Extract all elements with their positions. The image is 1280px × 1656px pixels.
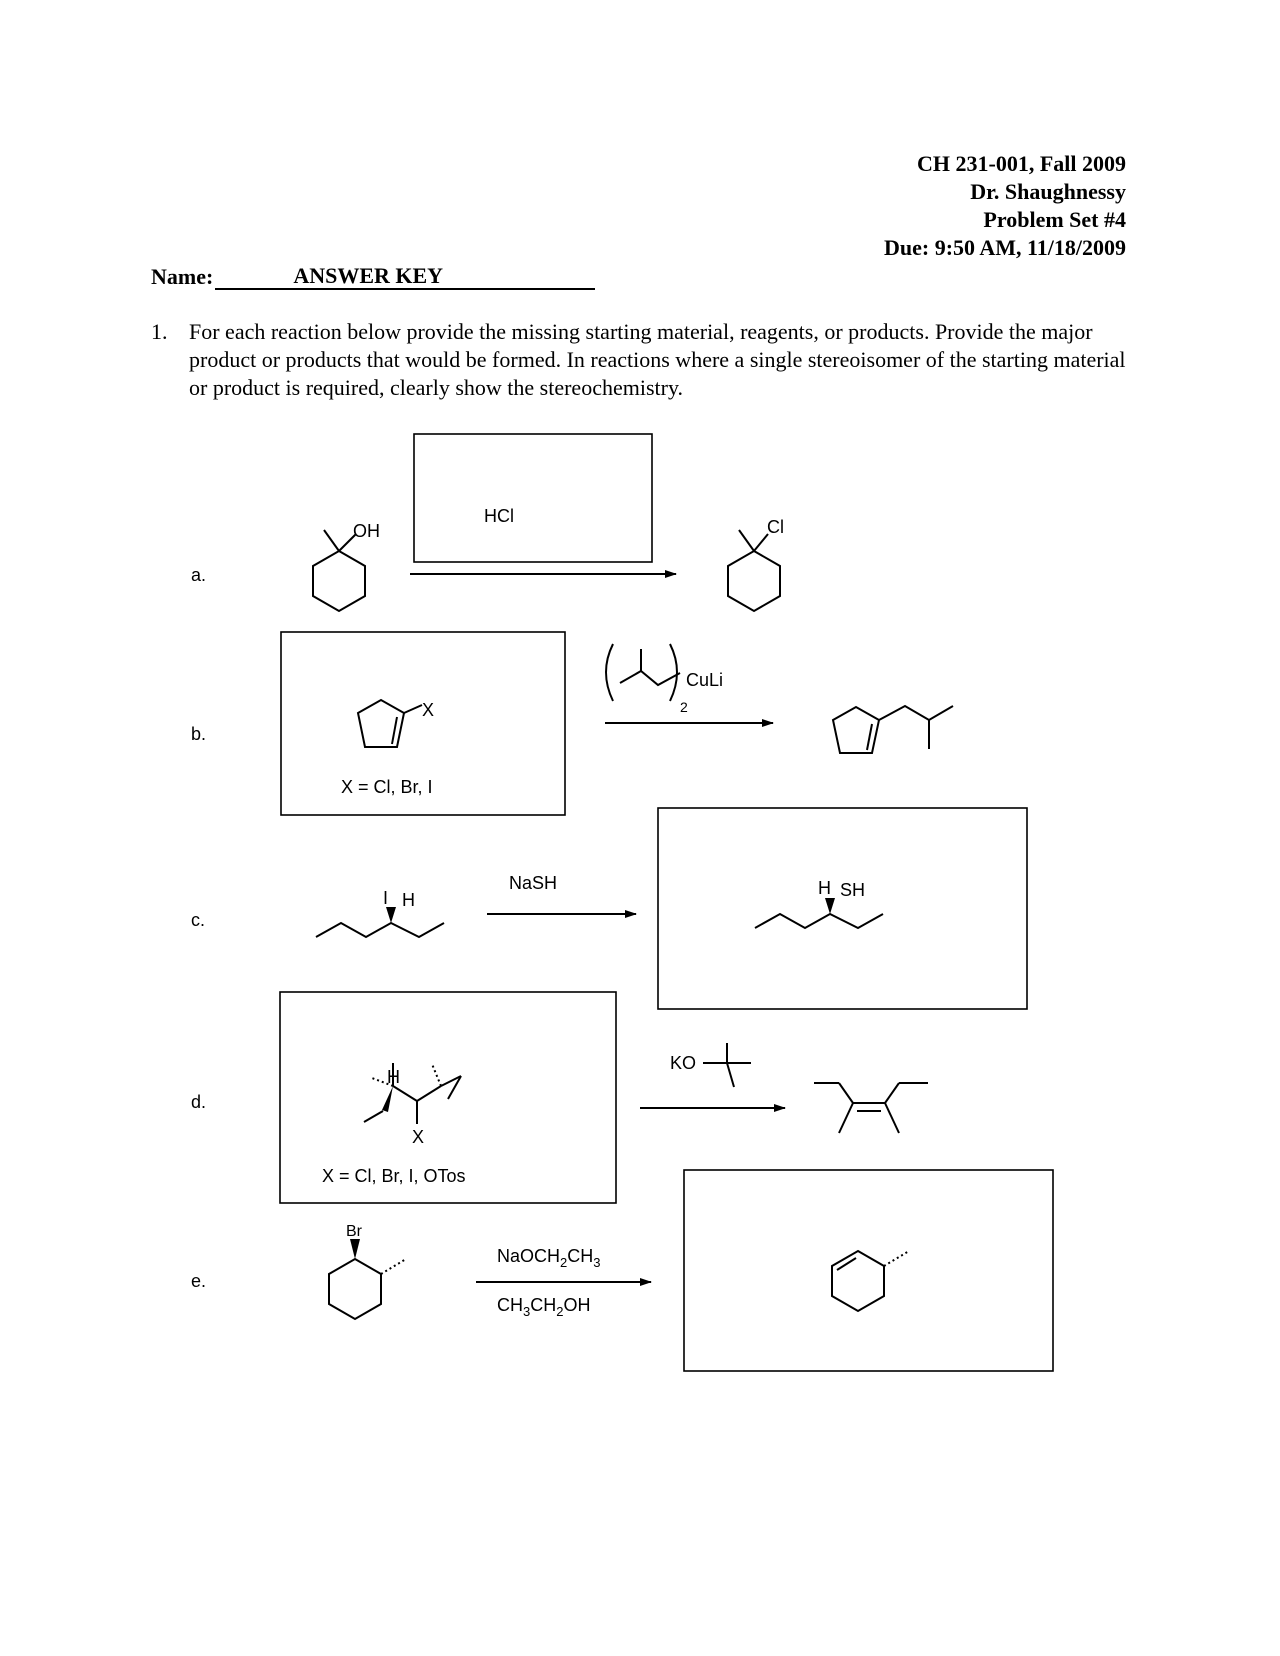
wedge-bond bbox=[825, 898, 835, 914]
cyclohexane-ring bbox=[728, 551, 780, 611]
cyclohexane-ring bbox=[313, 551, 365, 611]
thiol-product bbox=[755, 878, 883, 928]
methyl-down bbox=[727, 1063, 734, 1087]
bromo-label: Br bbox=[346, 1223, 362, 1240]
hashed-methyl bbox=[884, 1251, 909, 1266]
course-line: CH 231-001, Fall 2009 bbox=[917, 151, 1126, 176]
wedge-left bbox=[382, 1086, 393, 1112]
ethyl-end-left bbox=[364, 1111, 383, 1122]
reactant-d-note: X = Cl, Br, I, OTos bbox=[322, 1166, 466, 1186]
product-hydrogen-label: H bbox=[818, 878, 831, 898]
reaction-d-label: d. bbox=[191, 1092, 207, 1112]
bromocyclohexane-reactant bbox=[329, 1223, 406, 1319]
isobutyl-chain bbox=[879, 706, 953, 720]
left-paren bbox=[606, 644, 613, 701]
cyclohexanol-reactant bbox=[313, 521, 380, 611]
isobutylcyclopentene-product bbox=[833, 706, 953, 753]
ethyl-left bbox=[839, 1083, 853, 1103]
reagent-c: NaSH bbox=[509, 873, 558, 893]
reagent-e-top: $NaOCH_2CH_3$ bbox=[497, 1246, 601, 1270]
x-bond bbox=[404, 705, 422, 713]
reaction-a-label: a. bbox=[191, 565, 207, 585]
double-bond-inner bbox=[867, 724, 872, 750]
reaction-e bbox=[191, 1170, 1053, 1371]
chloro-label: Cl bbox=[767, 517, 784, 537]
reaction-e-label: e. bbox=[191, 1271, 207, 1291]
sulfhydryl-label: SH bbox=[840, 880, 866, 900]
answer-box-a bbox=[414, 434, 652, 562]
iodo-label: I bbox=[383, 888, 389, 908]
question-text: For each reaction below provide the missing starting material, reagents, or products. Provide the major product or products that would be formed. In reactions where a single stereoisomer of the starting material or product is required, clearly show the stereochemistry. bbox=[189, 319, 1126, 400]
name-label: Name: bbox=[151, 264, 214, 289]
methyl-right bbox=[885, 1103, 899, 1133]
hydroxyl-label: OH bbox=[353, 521, 380, 541]
reaction-c bbox=[191, 808, 1027, 1009]
cl-bond bbox=[754, 534, 768, 551]
methyl-bond bbox=[739, 530, 754, 551]
due-line: Due: 9:50 AM, 11/18/2009 bbox=[884, 235, 1126, 260]
hashed-methyl-right bbox=[432, 1064, 441, 1086]
haloalkane-reactant bbox=[364, 1063, 461, 1147]
assignment-line: Problem Set #4 bbox=[983, 207, 1126, 232]
hydrogen-label: H bbox=[402, 890, 415, 910]
carbon-chain bbox=[316, 923, 444, 937]
cyclohexane-ring bbox=[329, 1259, 381, 1319]
halocyclopentene-reactant bbox=[358, 700, 434, 747]
carbon-chain bbox=[755, 914, 883, 928]
tert-butoxide-reagent bbox=[670, 1043, 751, 1087]
reagent-d: KO bbox=[670, 1053, 697, 1073]
ethyl-right bbox=[885, 1083, 899, 1103]
reagent-b: CuLi bbox=[686, 670, 724, 690]
reaction-b-label: b. bbox=[191, 724, 207, 744]
hashed-methyl bbox=[381, 1259, 406, 1274]
c-c-bond bbox=[393, 1086, 417, 1101]
cyclopentene-ring bbox=[358, 700, 404, 747]
alkene-product bbox=[814, 1083, 928, 1133]
reaction-b bbox=[191, 632, 953, 815]
x-group-label: X bbox=[422, 700, 435, 720]
name-value: ANSWER KEY bbox=[293, 263, 444, 288]
double-bond-inner bbox=[392, 717, 397, 744]
isobutyl-chain bbox=[620, 671, 680, 685]
reaction-a bbox=[191, 434, 784, 611]
chlorocyclohexane-product bbox=[728, 517, 784, 611]
cyclohexene-ring bbox=[832, 1251, 884, 1311]
iodoalkane-reactant bbox=[316, 888, 444, 937]
methyl-bond bbox=[324, 530, 339, 551]
double-bond-inner bbox=[837, 1258, 856, 1270]
instructor-line: Dr. Shaughnessy bbox=[970, 179, 1126, 204]
wedge-bond bbox=[386, 907, 396, 923]
question-number: 1. bbox=[151, 319, 168, 344]
reagent-e-bottom: $CH_3CH_2OH$ bbox=[497, 1295, 591, 1319]
reaction-c-label: c. bbox=[191, 910, 206, 930]
reaction-d bbox=[191, 992, 928, 1203]
reactant-h-label: H bbox=[387, 1067, 400, 1087]
cuprate-reagent bbox=[606, 644, 723, 715]
answer-box-c bbox=[658, 808, 1027, 1009]
reactant-x-label: X bbox=[412, 1127, 425, 1147]
reactant-b-note: X = Cl, Br, I bbox=[341, 777, 433, 797]
answer-box-e bbox=[684, 1170, 1053, 1371]
cyclopentene-ring bbox=[833, 707, 879, 753]
reagent-a: HCl bbox=[484, 506, 514, 526]
c-c-bond-2 bbox=[417, 1086, 441, 1101]
reagent-b-subscript: 2 bbox=[680, 699, 688, 715]
methylcyclohexene-product bbox=[832, 1251, 909, 1311]
right-paren bbox=[670, 644, 677, 701]
methyl-left bbox=[839, 1103, 853, 1133]
br-wedge bbox=[350, 1239, 360, 1259]
